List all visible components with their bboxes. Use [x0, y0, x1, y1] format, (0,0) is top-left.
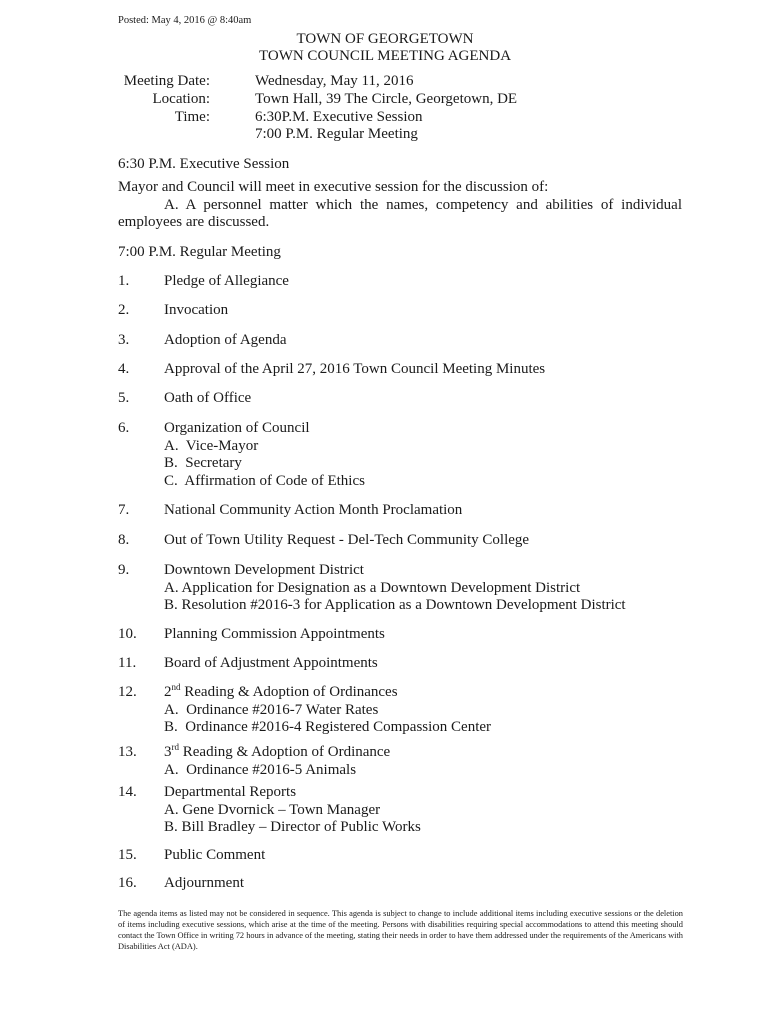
agenda-item-number: 2. — [118, 302, 130, 318]
agenda-item-number: 11. — [118, 655, 137, 671]
agenda-item-number: 3. — [118, 332, 130, 348]
regular-meeting-heading: 7:00 P.M. Regular Meeting — [118, 244, 281, 260]
agenda-sub-item: A. Ordinance #2016-5 Animals — [164, 761, 357, 778]
agenda-item-title: Approval of the April 27, 2016 Town Council Meeting Minutes — [164, 361, 546, 377]
time-value-executive: 6:30P.M. Executive Session — [255, 109, 423, 125]
agenda-sub-item: C. Affirmation of Code of Ethics — [164, 472, 365, 489]
agenda-item-title — [164, 744, 390, 761]
agenda-item-title — [164, 684, 398, 701]
agenda-item-title: National Community Action Month Proclamation — [164, 502, 463, 518]
agenda-item-title: Pledge of Allegiance — [164, 273, 289, 289]
agenda-sub-item: B. Bill Bradley – Director of Public Works — [164, 819, 421, 835]
footer-notice: The agenda items as listed may not be considered in sequence. This agenda is subject to change to include additional items including executive sessions or the deletion of items including executive sessions, which arise at the time of the meeting. Persons with disabilities requiring special accommodations to attend this meeting should contact the Town Office in writing 72 hours in advance of the meeting, stating their needs in order to have them addressed under the requirements of the Americans with Disabilities Act (ADA). — [118, 909, 683, 951]
agenda-item-number: 14. — [118, 784, 137, 800]
agenda-item-number: 9. — [118, 562, 130, 578]
agenda-sub-item: B. Secretary — [164, 455, 242, 471]
agenda-item-number: 8. — [118, 532, 130, 548]
agenda-title: TOWN COUNCIL MEETING AGENDA — [258, 48, 512, 64]
agenda-item-number: 1. — [118, 273, 130, 289]
agenda-sub-item: A. Gene Dvornick – Town Manager — [164, 801, 381, 818]
ordinal-suffix: nd — [171, 682, 181, 692]
agenda-item-text: Reading & Adoption of Ordinance — [179, 744, 391, 760]
agenda-item-number: 13. — [118, 744, 137, 760]
time-value-regular: 7:00 P.M. Regular Meeting — [255, 126, 418, 142]
agenda-sub-item: A. Vice-Mayor — [164, 437, 259, 454]
agenda-item-title: Public Comment — [164, 847, 266, 863]
executive-session-heading: 6:30 P.M. Executive Session — [118, 156, 290, 172]
executive-session-intro: Mayor and Council will meet in executive session for the discussion of: — [118, 179, 549, 195]
agenda-item-title: Planning Commission Appointments — [164, 626, 385, 642]
agenda-item-number: 4. — [118, 361, 130, 377]
time-label: Time: — [174, 109, 210, 125]
meeting-date-label: Meeting Date: — [123, 73, 210, 89]
agenda-item-number: 16. — [118, 875, 137, 891]
agenda-item-title: Organization of Council — [164, 420, 310, 436]
meeting-date-value: Wednesday, May 11, 2016 — [255, 73, 414, 89]
agenda-sub-item: A. Application for Designation as a Downtown Development District — [164, 579, 581, 596]
ordinal-suffix: rd — [171, 742, 179, 752]
ordinal-number: 2 — [164, 684, 172, 700]
agenda-item-title: Adoption of Agenda — [164, 332, 287, 348]
location-value: Town Hall, 39 The Circle, Georgetown, DE — [255, 91, 518, 107]
agenda-item-number: 5. — [118, 390, 130, 406]
agenda-item-title: Adjournment — [164, 875, 244, 891]
agenda-item-title: Oath of Office — [164, 390, 252, 406]
agenda-item-number: 10. — [118, 626, 137, 642]
posted-date: Posted: May 4, 2016 @ 8:40am — [118, 15, 252, 26]
executive-session-item: A. A personnel matter which the names, competency and abilities of individual employees are discussed. — [118, 197, 682, 230]
agenda-item-title: Out of Town Utility Request - Del-Tech Community College — [164, 532, 530, 548]
agenda-item-number: 12. — [118, 684, 137, 700]
agenda-item-text: Reading & Adoption of Ordinances — [180, 684, 398, 700]
agenda-sub-item: B. Ordinance #2016-4 Registered Compassion Center — [164, 719, 492, 735]
agenda-item-number: 6. — [118, 420, 130, 436]
agenda-item-number: 15. — [118, 847, 137, 863]
agenda-item-title: Invocation — [164, 302, 229, 318]
town-title: TOWN OF GEORGETOWN — [296, 31, 474, 47]
ordinal-number: 3 — [164, 744, 172, 760]
location-label: Location: — [152, 91, 210, 107]
agenda-item-number: 7. — [118, 502, 130, 518]
agenda-sub-item: B. Resolution #2016-3 for Application as a Downtown Development District — [164, 597, 626, 613]
agenda-item-title: Departmental Reports — [164, 784, 297, 800]
agenda-item-title: Board of Adjustment Appointments — [164, 655, 378, 671]
agenda-item-title: Downtown Development District — [164, 562, 364, 578]
agenda-sub-item: A. Ordinance #2016-7 Water Rates — [164, 701, 379, 718]
